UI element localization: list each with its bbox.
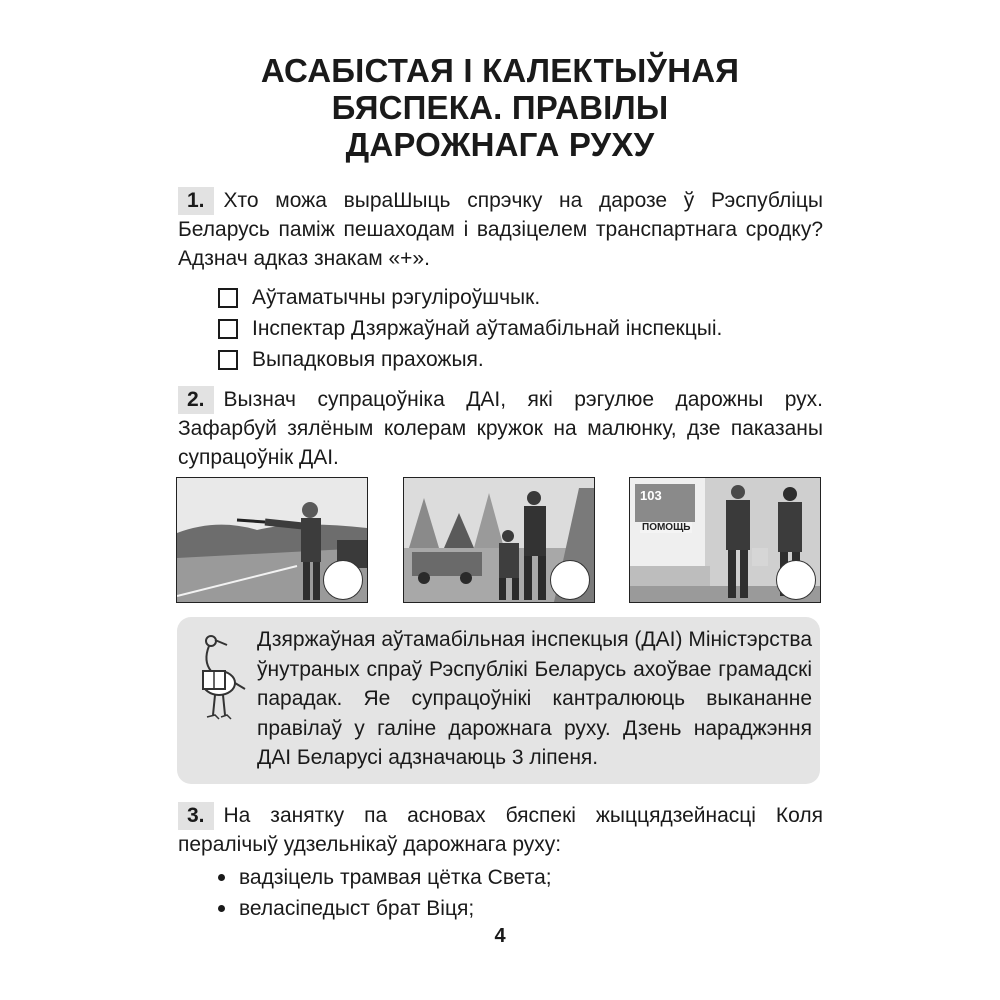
photo-firefighters (403, 477, 595, 603)
task-2-photos (176, 477, 821, 603)
task-1-options (218, 282, 722, 375)
option-3-checkbox[interactable] (218, 350, 238, 370)
option-1-checkbox[interactable] (218, 288, 238, 308)
photo-2-answer-circle[interactable] (550, 560, 590, 600)
task-3-number: 3. (178, 802, 214, 830)
ambulance-label: ПОМОЩЬ (642, 522, 691, 533)
option-3-label: Выпадковыя прахожыя. (252, 347, 484, 371)
title-line-1: АСАБІСТАЯ І КАЛЕКТЫЎНАЯ (260, 52, 740, 89)
photo-3-answer-circle[interactable] (776, 560, 816, 600)
option-1-label: Аўтаматычны рэгуліроўшчык. (252, 285, 541, 309)
task-3-text: На занятку па асновах бяспекі жыццядзейнасці Коля пералічыў удзельнікаў дарожнага руху: (178, 804, 823, 856)
option-3[interactable] (218, 344, 722, 375)
page-number: 4 (494, 925, 506, 947)
bullet-icon (218, 905, 225, 912)
task-3 (178, 801, 823, 859)
ambulance-number: 103 (640, 488, 662, 503)
task-1 (178, 186, 823, 273)
title-line-2: БЯСПЕКА. ПРАВІЛЫ (331, 89, 669, 126)
option-1[interactable] (218, 282, 722, 313)
option-2-checkbox[interactable] (218, 319, 238, 339)
list-item-text: вадзіцель трамвая цётка Света; (239, 866, 552, 889)
page-title (150, 52, 850, 163)
stork-reading-icon (191, 631, 249, 726)
list-item-text: веласіпедыст брат Віця; (239, 897, 475, 920)
list-item (218, 862, 552, 893)
info-text: Дзяржаўная аўтамабільная інспекцыя (ДАІ) Міністэрства ўнутраных спраў Рэспублікі Беларусь ахоўвае грамадскі парадак. Яе супрацоўнікі кантралююць выкананне правілаў у галіне дарожнага руху. Дзень нараджэння ДАІ Беларусі адзначаюць 3 ліпеня. (257, 628, 812, 769)
task-2-number: 2. (178, 386, 214, 414)
title-line-3: ДАРОЖНАГА РУХУ (345, 126, 655, 163)
task-2-text: Вызнач супрацоўніка ДАІ, які рэгулюе дарожны рух. Зафарбуй зялёным колерам кружок на малюнку, дзе паказаны супрацоўнік ДАІ. (178, 388, 823, 469)
task-1-number: 1. (178, 187, 214, 215)
task-2 (178, 385, 823, 472)
list-item (218, 893, 552, 924)
photo-1-answer-circle[interactable] (323, 560, 363, 600)
option-2-label: Інспектар Дзяржаўнай аўтамабільнай інспекцыі. (252, 316, 723, 340)
photo-ambulance (629, 477, 821, 603)
photo-traffic-officer (176, 477, 368, 603)
task-3-list (218, 862, 552, 924)
option-2[interactable] (218, 313, 722, 344)
bullet-icon (218, 874, 225, 881)
task-1-text: Хто можа выраШыць спрэчку на дарозе ў Рэспубліцы Беларусь паміж пешаходам і вадзіцелем транспартнага сродку? Адзнач адказ знакам «+». (178, 189, 823, 270)
info-box (177, 617, 820, 784)
